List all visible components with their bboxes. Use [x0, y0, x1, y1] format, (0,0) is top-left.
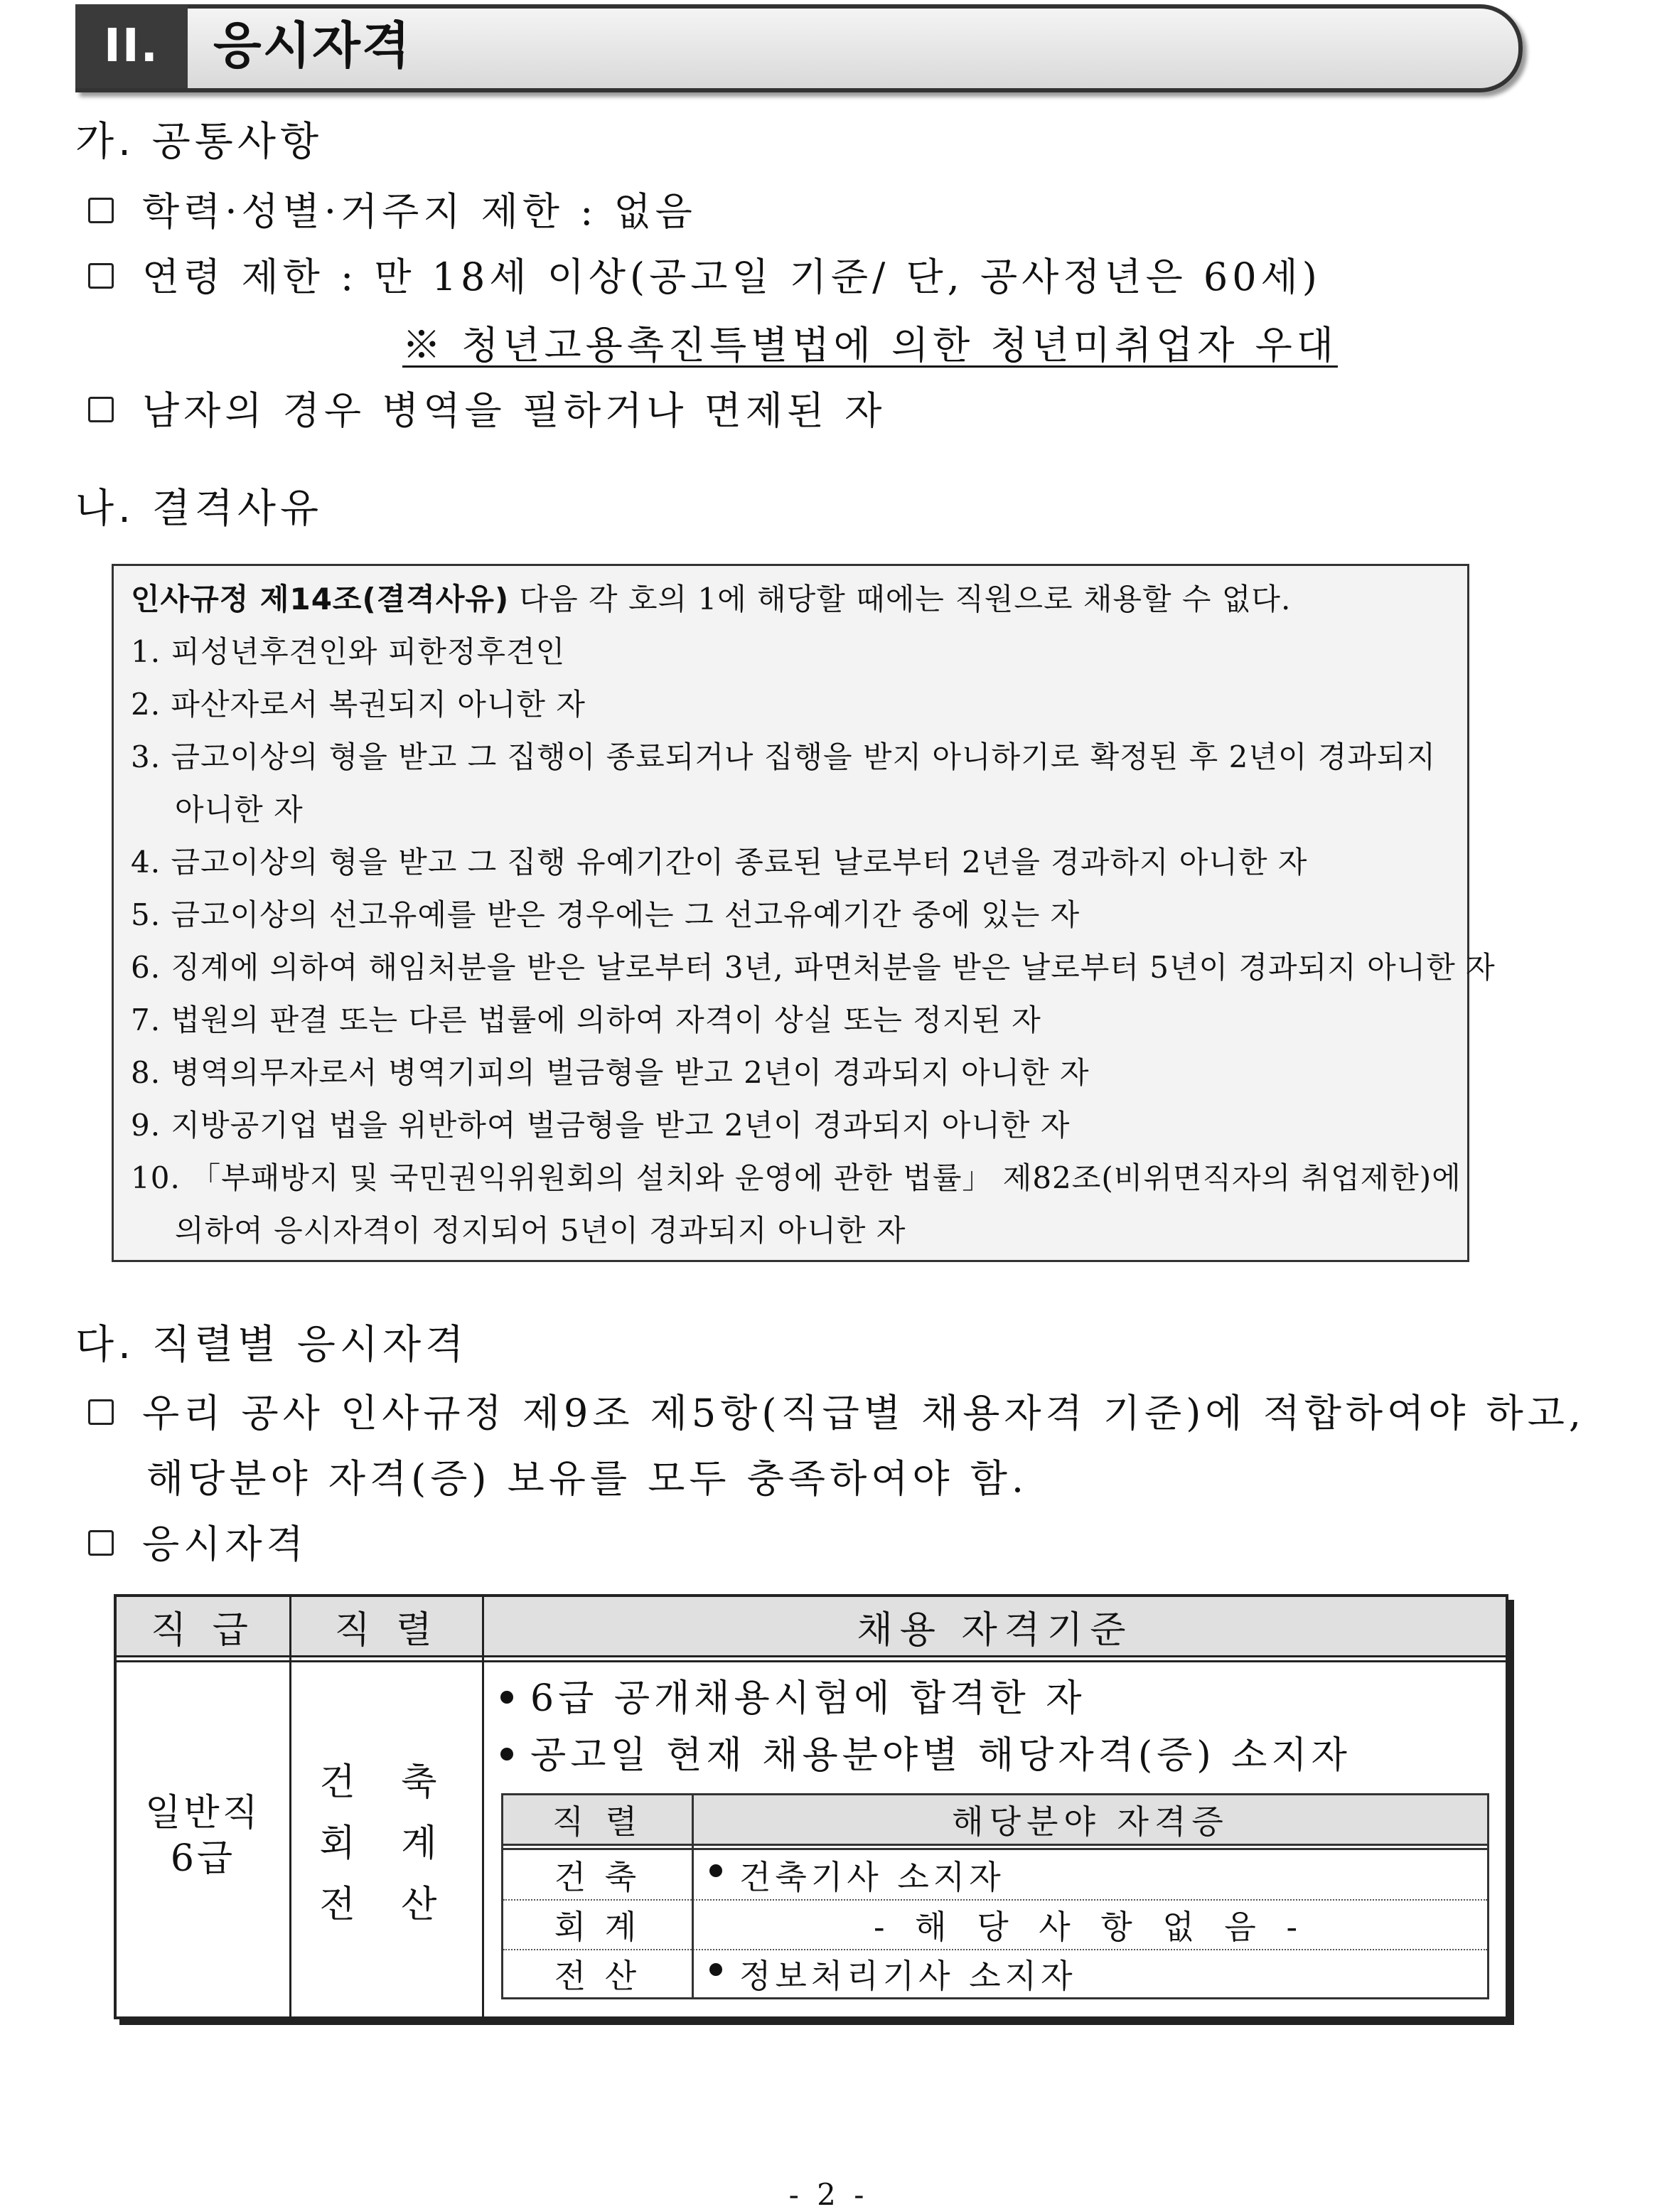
criteria-item-2	[88, 1516, 308, 1573]
regulation-title: 인사규정 제14조(결격사유)	[131, 582, 510, 616]
cert-series-row-3: 전 산	[554, 1957, 641, 1995]
series-cell	[291, 1752, 482, 1935]
common-item-1-text: 학력·성별·거주지 제한 : 없음	[142, 189, 697, 234]
header-divider	[117, 1655, 1506, 1657]
section-number: II.	[75, 4, 188, 88]
cert-series-row-1: 건 축	[554, 1857, 641, 1896]
criteria-bullet-1	[500, 1668, 1085, 1721]
common-item-2-text: 연령 제한 : 만 18세 이상(공고일 기준/ 단, 공사정년은 60세)	[142, 255, 1321, 299]
criteria-item-1-cont: 해당분야 자격(증) 보유를 모두 충족하여야 함.	[146, 1456, 1029, 1501]
disqualification-line: 7. 법원의 판결 또는 다른 법률에 의하여 자격이 상실 또는 정지된 자	[131, 1003, 1041, 1037]
grade-line-2: 6급	[170, 1837, 236, 1880]
checkbox-square-icon	[88, 198, 114, 223]
disqualification-line: 10. 「부패방지 및 국민권익위원회의 설치와 운영에 관한 법률」 제82조(비위면직자의 취업제한)에	[131, 1160, 1462, 1195]
header-divider-double	[117, 1660, 1506, 1662]
series-accounting: 회 계	[319, 1822, 454, 1865]
series-computing: 전 산	[319, 1884, 454, 1926]
criteria-bullet-2	[500, 1725, 1351, 1778]
subsection-c-title: 다. 직렬별 응시자격	[75, 1322, 468, 1368]
header-grade: 직 급	[117, 1597, 289, 1655]
disqualification-line: 4. 금고이상의 형을 받고 그 집행 유예기간이 종료된 날로부터 2년을 경과하지 아니한 자	[131, 845, 1308, 880]
common-item-3-text: 남자의 경우 병역을 필하거나 면제된 자	[142, 388, 886, 433]
disqualification-line: 1. 피성년후견인와 피한정후견인	[131, 634, 566, 669]
bullet-icon	[500, 1748, 513, 1760]
subsection-b-title: 나. 결격사유	[75, 486, 323, 532]
criteria-bullet-2-text: 공고일 현재 채용분야별 해당자격(증) 소지자	[530, 1734, 1351, 1777]
page-number: - 2 -	[788, 2177, 869, 2212]
disqualification-box	[112, 564, 1496, 1262]
cert-license-row-1-text: 건축기사 소지자	[739, 1857, 1005, 1896]
disqualification-line: 5. 금고이상의 선고유예를 받은 경우에는 그 선고유예기간 중에 있는 자	[131, 897, 1080, 932]
criteria-item-1	[88, 1385, 1585, 1442]
checkbox-square-icon	[88, 397, 114, 422]
grade-cell	[117, 1790, 289, 1881]
grade-line-1: 일반직	[145, 1792, 261, 1834]
common-item-1	[88, 183, 697, 240]
certificate-table	[501, 1793, 1489, 1999]
cert-license-row-3	[709, 1950, 1477, 1997]
series-architecture: 건 축	[319, 1761, 454, 1804]
disqualification-line: 의하여 응시자격이 정지되어 5년이 경과되지 아니한 자	[175, 1213, 906, 1248]
checkbox-square-icon	[88, 1399, 114, 1425]
bullet-icon	[709, 1963, 722, 1976]
disqualification-line: 2. 파산자로서 복권되지 아니한 자	[131, 687, 586, 722]
criteria-item-2-text: 응시자격	[142, 1522, 308, 1566]
disqualification-line: 8. 병역의무자로서 병역기피의 벌금형을 받고 2년이 경과되지 아니한 자	[131, 1055, 1090, 1090]
common-item-3	[88, 383, 886, 439]
header-series: 직 렬	[291, 1597, 482, 1655]
checkbox-square-icon	[88, 263, 114, 289]
cert-license-row-2: - 해 당 사 항 없 음 -	[873, 1908, 1308, 1946]
bullet-icon	[709, 1864, 722, 1877]
cert-header-series: 직 렬	[503, 1795, 692, 1844]
disqualification-line: 아니한 자	[175, 792, 304, 827]
checkbox-square-icon	[88, 1530, 114, 1556]
cert-column-divider	[692, 1795, 694, 1997]
criteria-bullet-1-text: 6급 공개채용시험에 합격한 자	[530, 1677, 1086, 1720]
disqualification-line: 3. 금고이상의 형을 받고 그 집행이 종료되거나 집행을 받지 아니하기로 확정된 후 2년이 경과되지	[131, 739, 1437, 774]
disqualification-intro	[131, 573, 1450, 626]
cert-header-divider	[503, 1844, 1487, 1846]
regulation-intro: 다음 각 호의 1에 해당할 때에는 직원으로 채용할 수 없다.	[509, 582, 1292, 616]
subsection-a-title: 가. 공통사항	[75, 119, 323, 165]
cert-series-row-2: 회 계	[554, 1908, 641, 1946]
header-criteria: 채용 자격기준	[484, 1597, 1506, 1655]
common-item-2	[88, 249, 1321, 306]
youth-preference-note: ※ 청년고용촉진특별법에 의한 청년미취업자 우대	[402, 323, 1338, 368]
cert-header-license: 해당분야 자격증	[694, 1795, 1487, 1844]
criteria-item-1-text: 우리 공사 인사규정 제9조 제5항(직급별 채용자격 기준)에 적합하여야 하고,	[142, 1391, 1586, 1436]
section-title: 응시자격	[213, 16, 412, 75]
disqualification-line: 9. 지방공기업 법을 위반하여 벌금형을 받고 2년이 경과되지 아니한 자	[131, 1108, 1071, 1143]
column-divider	[482, 1597, 484, 2016]
cert-license-row-3-text: 정보처리기사 소지자	[739, 1957, 1077, 1995]
bullet-icon	[500, 1691, 513, 1704]
disqualification-line: 6. 징계에 의하여 해임처분을 받은 날로부터 3년, 파면처분을 받은 날로부터 5년이 경과되지 아니한 자	[131, 950, 1496, 985]
cert-license-row-1	[709, 1850, 1477, 1899]
